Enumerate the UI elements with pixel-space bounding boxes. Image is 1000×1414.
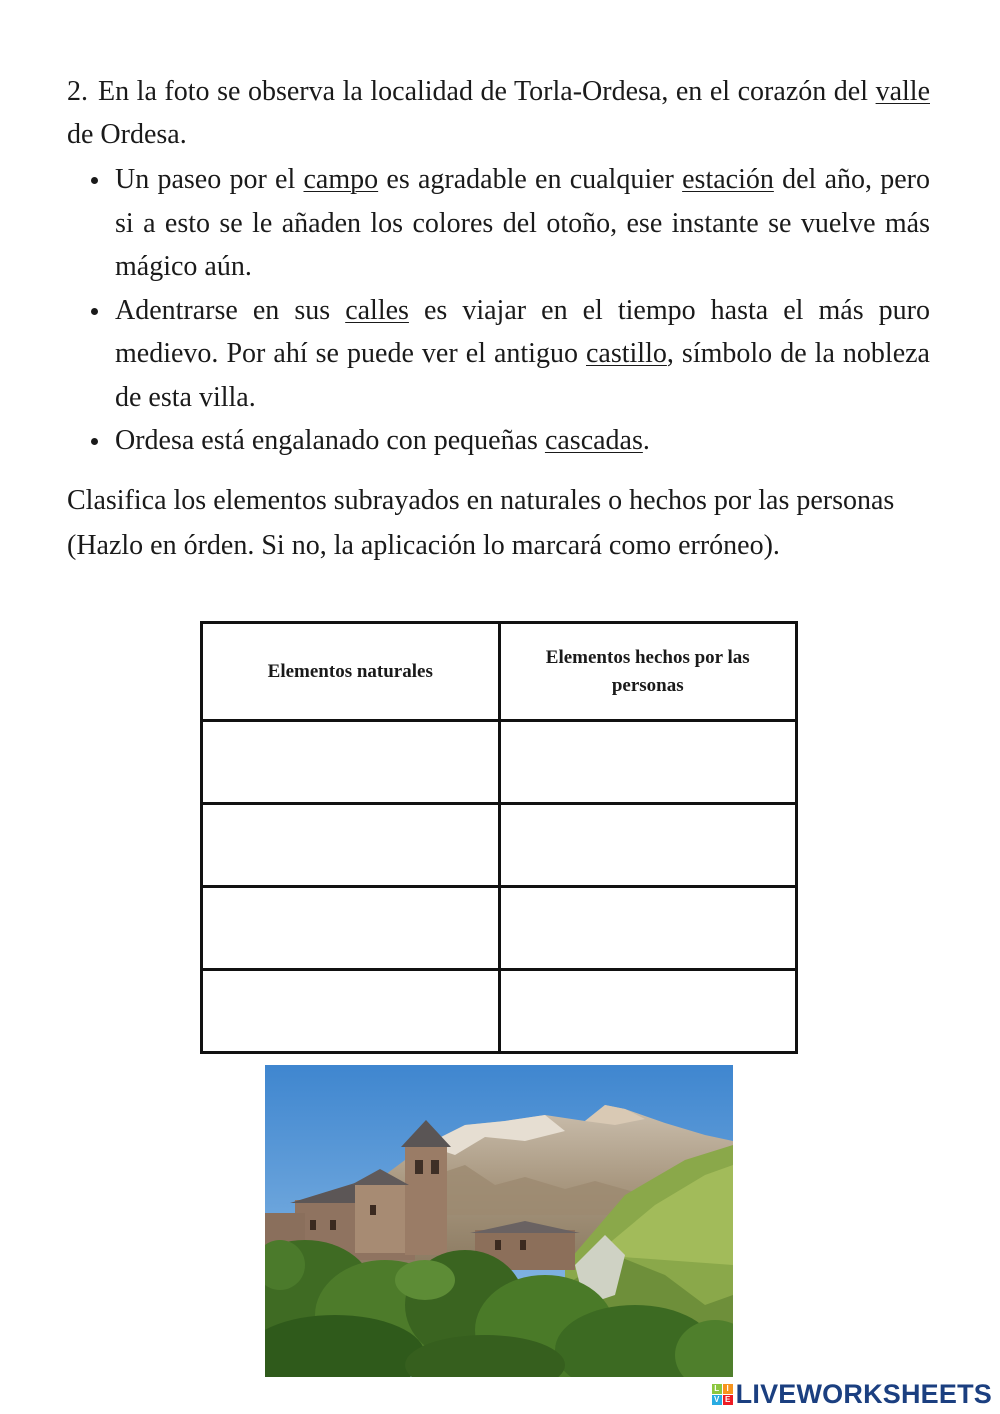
intro-text: En la foto se observa la localidad de Torla-Ordesa, en el corazón del xyxy=(98,76,876,107)
natural-answer-cell[interactable] xyxy=(202,721,500,804)
bullet-text: es agradable en cualquier xyxy=(378,164,683,195)
intro-text-end: de Ordesa. xyxy=(67,119,187,150)
logo-letter: E xyxy=(723,1395,733,1405)
bullet-item xyxy=(115,289,930,420)
exercise-intro xyxy=(67,70,930,156)
landscape-photo-icon xyxy=(265,1065,733,1377)
exercise-number: 2. xyxy=(67,76,88,107)
table-row xyxy=(202,721,797,804)
bullet-text: Un paseo por el xyxy=(115,164,304,195)
logo-letter: V xyxy=(712,1395,722,1405)
header-human-made-elements: Elementos hechos por las personas xyxy=(499,623,797,721)
table-row xyxy=(202,804,797,887)
table-row xyxy=(202,887,797,970)
bullet-text: . xyxy=(642,425,650,456)
brand-logo-icon xyxy=(712,1384,733,1405)
classification-table xyxy=(200,621,798,1054)
bullet-text: es viajar en el tiempo hasta el más puro medievo. Por ahí se puede ver el antiguo xyxy=(115,294,930,369)
bullet-text: del año, pero si a esto se le añaden los colores del otoño, ese instante se vuelve más mágico aún. xyxy=(115,164,931,282)
table-row xyxy=(202,970,797,1053)
bullet-item xyxy=(115,158,930,289)
brand-name: LIVEWORKSHEETS xyxy=(735,1378,992,1409)
logo-letter: L xyxy=(712,1384,722,1394)
natural-answer-cell[interactable] xyxy=(202,887,500,970)
underlined-word-calles: calles xyxy=(345,294,409,326)
header-natural-elements: Elementos naturales xyxy=(202,623,500,721)
human-made-answer-cell[interactable] xyxy=(499,887,797,970)
bullet-text: , símbolo de la nobleza de esta villa. xyxy=(115,338,930,413)
natural-answer-cell[interactable] xyxy=(202,804,500,887)
human-made-answer-cell[interactable] xyxy=(499,970,797,1053)
underlined-word-cascadas: cascadas xyxy=(544,425,643,456)
underlined-word-estacion: estación xyxy=(682,164,774,195)
bullet-item xyxy=(115,419,930,463)
torla-ordesa-photo xyxy=(265,1065,733,1377)
bullet-list xyxy=(115,158,930,463)
underlined-word-campo: campo xyxy=(303,164,379,195)
human-made-answer-cell[interactable] xyxy=(499,804,797,887)
natural-answer-cell[interactable] xyxy=(202,970,500,1053)
bullet-text: Ordesa está engalanado con pequeñas xyxy=(115,425,545,456)
logo-letter: I xyxy=(723,1384,733,1394)
underlined-word-valle: valle xyxy=(875,76,930,107)
liveworksheets-logo xyxy=(712,1378,992,1410)
human-made-answer-cell[interactable] xyxy=(499,721,797,804)
underlined-word-castillo: castillo xyxy=(586,338,667,369)
bullet-text: Adentrarse en sus xyxy=(115,294,346,326)
instruction-text: Clasifica los elementos subrayados en naturales o hechos por las personas (Hazlo en órden. Si no, la aplicación lo marcará como erróneo). xyxy=(67,485,895,561)
